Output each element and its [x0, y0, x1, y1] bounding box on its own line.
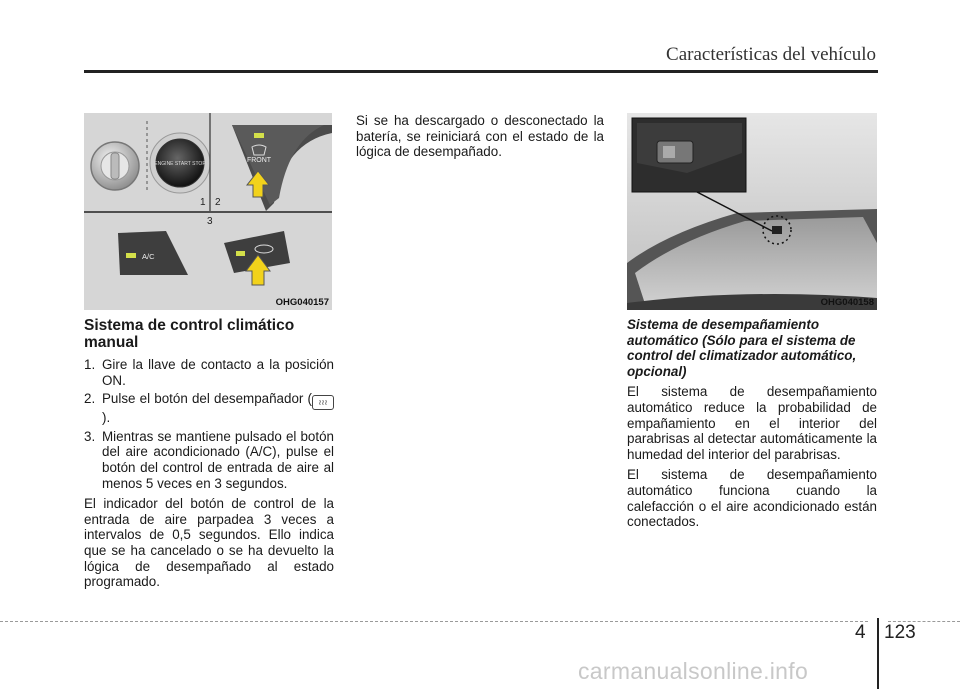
chapter-number: 4 — [855, 622, 866, 643]
section-heading: Sistema de control climático manual — [84, 317, 295, 351]
step-text: Mientras se mantiene pulsado el botón del aire acondicionado (A/C), pulse el botón del control de entrada de aire al menos 5 veces en 3 segundos. — [102, 428, 334, 491]
figure-code: OHG040157 — [275, 297, 329, 308]
section-heading: Sistema de desempañamiento automático (Sólo para el sistema de control del climatizador automático, opcional) — [627, 317, 857, 379]
list-item — [84, 357, 334, 388]
list-item — [84, 429, 334, 491]
auto-defog-figure — [627, 113, 877, 310]
step-text: Gire la llave de contacto a la posición ON. — [102, 357, 334, 388]
ignition-key-icon — [91, 142, 139, 190]
step-text: Pulse el botón del desempañador ( — [102, 391, 312, 407]
chapter-title: Características del vehículo — [666, 44, 876, 65]
column-3 — [627, 317, 877, 535]
step-number: 1. — [84, 357, 96, 372]
callout-3: 3 — [207, 216, 213, 227]
footer-dashed-rule — [0, 621, 868, 622]
windshield-illustration — [627, 113, 877, 310]
engine-start-stop-button-icon — [150, 133, 210, 193]
column-2 — [356, 113, 604, 165]
engine-label: ENGINE START STOP — [154, 161, 206, 167]
steps-list — [84, 357, 334, 491]
page-number: 123 — [884, 622, 916, 643]
callout-2: 2 — [215, 197, 221, 208]
body-paragraph: Si se ha descargado o desconectado la batería, se reiniciará con el estado de la lógica de desempañado. — [356, 113, 604, 160]
step-number: 3. — [84, 428, 96, 444]
body-paragraph: El indicador del botón de control de la entrada de aire parpadea 3 veces a intervalos de 0,5 segundos. Ello indica que se ha cancelado o se ha devuelto la lógica de desempañado al estado programado. — [84, 496, 334, 590]
body-paragraph: El sistema de desempañamiento automático reduce la probabilidad de empañamiento en el interior del parabrisas al detectar automáticamente la humedad del interior del parabrisas. — [627, 384, 877, 462]
ac-label: A/C — [142, 252, 155, 261]
watermark: carmanualsonline.info — [578, 658, 809, 684]
callout-1: 1 — [200, 197, 206, 208]
list-item — [84, 391, 334, 426]
step-number: 2. — [84, 391, 96, 407]
rear-defrost-icon: ≀≀≀ — [312, 395, 334, 410]
column-1 — [84, 317, 334, 595]
climate-control-illustration — [84, 113, 332, 310]
footer-divider — [877, 618, 879, 689]
body-paragraph: El sistema de desempañamiento automático funciona cuando la calefacción o el aire acondicionado están conectados. — [627, 467, 877, 530]
figure-code: OHG040158 — [820, 297, 874, 308]
step-text-end: ). — [102, 410, 111, 426]
front-label: FRONT — [246, 157, 272, 164]
climate-control-figure — [84, 113, 332, 310]
header-rule — [84, 70, 878, 73]
